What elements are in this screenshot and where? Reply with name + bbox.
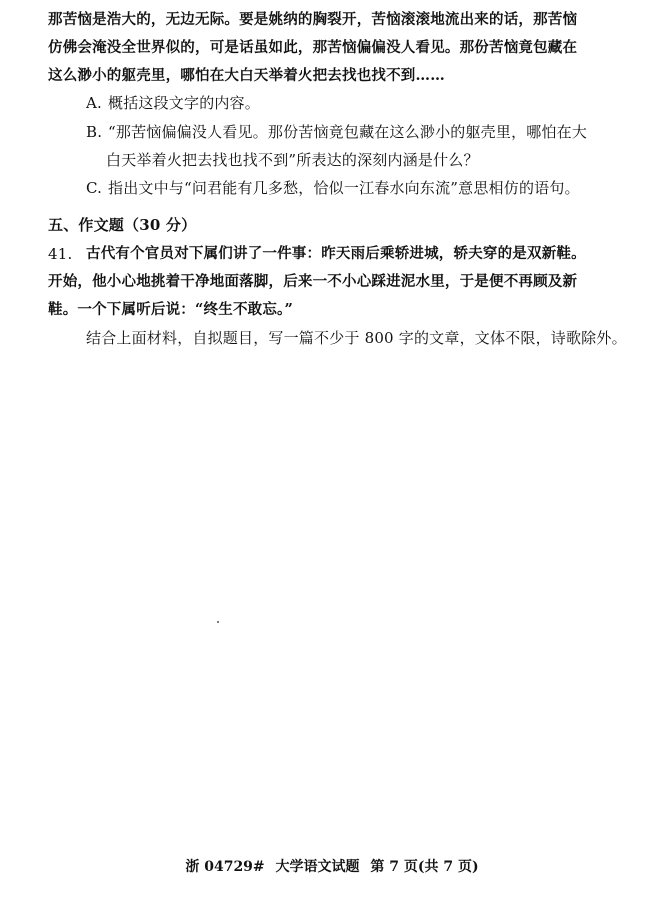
question-c-text: 指出文中与“问君能有几多愁，恰似一江春水向东流”意思相仿的语句。 (108, 179, 580, 197)
question-b-text-line-1: “那苦恼偏偏没人看见。那份苦恼竟包藏在这么渺小的躯壳里，哪怕在大 (108, 123, 588, 141)
question-c (86, 178, 580, 198)
footer-page: 第 7 页(共 7 页) (370, 859, 479, 875)
passage-line-1: 那苦恼是浩大的，无边无际。要是姚纳的胸裂开，苦恼滚滚地流出来的话，那苦恼 (48, 11, 578, 28)
scan-speck (217, 621, 219, 623)
question-a (86, 93, 260, 113)
essay-line-1: 古代有个官员对下属们讲了一件事：昨天雨后乘轿进城，轿夫穿的是双新鞋。 (86, 245, 586, 262)
passage-line-2: 仿佛会淹没全世界似的，可是话虽如此，那苦恼偏偏没人看见。那份苦恼竟包藏在 (48, 39, 578, 56)
essay-line-3: 鞋。一个下属听后说：“终生不敢忘。” (48, 301, 294, 318)
question-a-text: 概括这段文字的内容。 (108, 94, 261, 112)
question-b (86, 122, 587, 142)
footer-title: 大学语文试题 (275, 859, 360, 875)
question-b-label: B. (86, 123, 103, 141)
question-b-text-line-2: 白天举着火把去找也找不到”所表达的深刻内涵是什么？ (106, 151, 479, 169)
question-a-label: A. (86, 94, 103, 112)
section-title: 五、作文题（30 分） (48, 216, 197, 234)
essay-line-2: 开始，他小心地挑着干净地面落脚，后来一不小心踩进泥水里，于是便不再顾及新 (48, 273, 578, 290)
page-footer (0, 856, 664, 876)
footer-code: 浙 04729# (185, 859, 265, 875)
essay-instruction: 结合上面材料，自拟题目，写一篇不少于 800 字的文章，文体不限，诗歌除外。 (86, 329, 627, 347)
passage-line-3: 这么渺小的躯壳里，哪怕在大白天举着火把去找也找不到…… (48, 67, 445, 84)
essay-number: 41. (48, 245, 73, 263)
question-c-label: C. (86, 179, 103, 197)
